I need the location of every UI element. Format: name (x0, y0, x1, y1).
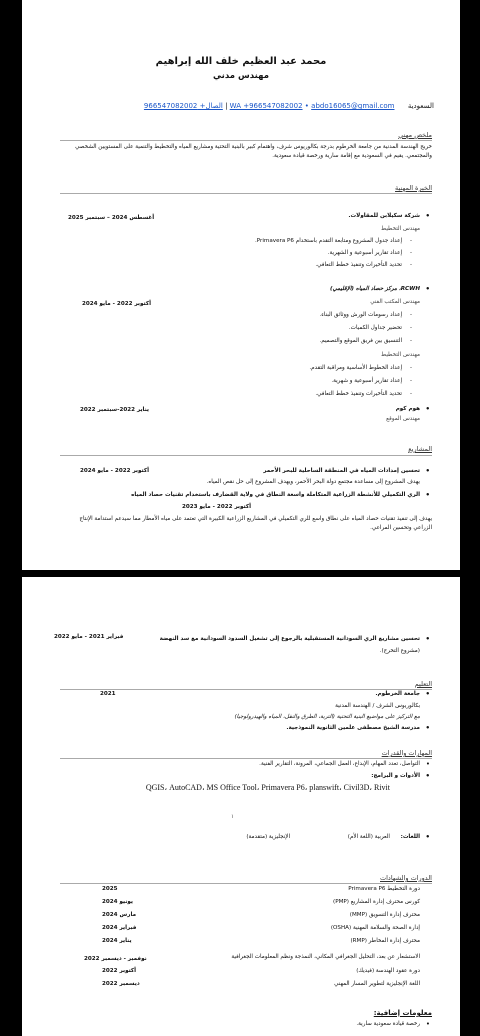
job-task: - تحضير جداول الكميات. (349, 325, 402, 331)
section-divider (60, 140, 432, 141)
job-date: أكتوبر 2022 - مايو 2024 (82, 301, 151, 307)
summary-heading: ملخص مهني (398, 131, 432, 139)
course-date: فبراير 2024 (102, 925, 137, 931)
languages-label: • اللغات: (401, 834, 420, 840)
education-heading: التعليم (414, 680, 432, 688)
project-desc: يهدف إلى تنفيذ تقنيات حصاد المياه على نطاق واسع للري التكميلي في المشاريع الزراعية الكبيرة التي تعتمد على مياه الأمطار مما سيدعم استدامة الإنتاج الزراعي وتحسين المراعي. (79, 516, 432, 531)
course-date: يناير 2024 (102, 938, 132, 944)
language-english: الإنجليزية (متقدمة) (246, 834, 290, 840)
course-name: إدارة الصحة والسلامة المهنية (OSHA) (330, 925, 420, 931)
course-name: محترف إدارة التسويق (MMP) (349, 912, 420, 918)
course-date: يونيو 2024 (102, 899, 134, 905)
extra-item: • رخصة قيادة سعودية سارية. (356, 1021, 420, 1027)
summary-text: خريج الهندسة المدنية من جامعة الخرطوم بدرجة بكالوريوس شرف، واهتمام كبير بالبنية التحتية ومشاريع المياه والتخطيط والتنمية على المستويين الشخصي والمجتمعي. يقيم في السعودية مع إقامة سارية ورخصة قيادة سعودية. (75, 144, 432, 159)
project-title: • تحسين إمدادات المياه في المنطقة الساحلية للبحر الأحمر (263, 468, 420, 474)
job-role: مهندس التخطيط (381, 352, 420, 358)
courses-heading: الدورات والشهادات (380, 874, 432, 882)
education-school: • مدرسة الشيخ مصطفى علمين الثانوية النموذجية. (286, 725, 420, 731)
section-divider (60, 193, 432, 194)
course-name: كورس محترف إدارة المشاريع (PMP) (333, 899, 420, 905)
projects-heading: المشاريع (408, 445, 432, 453)
education-university: • جامعة الخرطوم. (375, 691, 420, 697)
section-divider (60, 455, 432, 456)
course-date: أكتوبر 2022 (102, 968, 137, 974)
skills-soft: • التواصل، تعدد المهام، الإبداع، العمل الجماعي، المرونة، التقارير الفنية. (259, 761, 420, 767)
education-year: 2021 (100, 691, 116, 697)
language-arabic: العربية (اللغة الأم) (347, 834, 390, 840)
job-company: • RCWH، مركز حصاد المياه (الإقليمي) (330, 286, 420, 292)
email-link[interactable]: abdo16065@gmail.com (311, 102, 395, 110)
cursor-mark: ۱ (230, 814, 234, 820)
section-divider (60, 689, 432, 690)
tools-label: • الأدوات و البرامج: (371, 773, 420, 779)
project-note: (مشروع التخرج). (379, 648, 420, 654)
course-date: ديسمبر 2022 (102, 981, 140, 987)
project-title: • الري التكميلي للأنشطة الزراعية المتكاملة واسعة النطاق في ولاية القضارف باستخدام تقنيات حصاد المياه (131, 492, 420, 498)
skills-heading: المهارات والقدرات (381, 749, 432, 757)
job-task: - تحديد التأخيرات وتنفيذ خطط التعافي. (315, 391, 402, 397)
whatsapp-link[interactable]: WA +966547082002 (229, 102, 303, 110)
job-date: يناير 2022-سبتمبر 2022 (80, 407, 150, 413)
project-date: فبراير 2021 - مايو 2022 (54, 634, 124, 640)
job-role: مهندس التخطيط (381, 226, 420, 232)
job-task: - إعداد جدول المشروع ومتابعة التقدم باستخدام Primavera P6. (255, 238, 402, 244)
project-desc: يهدف المشروع إلى مساعدة مجتمع دولة البحر الأحمر، ويهدف المشروع إلى حل نقص المياه. (206, 479, 420, 485)
course-date: 2025 (102, 886, 118, 892)
contact-line: السعودية WA +966547082002 • abdo16065@gmail.com | الصال+ 966547082002 (143, 102, 434, 110)
resume-page-1 (22, 0, 460, 570)
job-role: مهندس الموقع (386, 416, 420, 422)
section-divider (60, 883, 432, 884)
job-role: مهندس المكتب الفني (370, 299, 420, 305)
course-name: اللغة الإنجليزية لتطوير المسار المهني (334, 981, 420, 987)
job-task: - التنسيق بين فريق الموقع والتصميم. (319, 338, 402, 344)
course-date: مارس 2024 (102, 912, 137, 918)
education-focus: مع التركيز على مواضيع البنية التحتية (التربة، الطرق والنقل، المياه والهيدرولوجيا) (234, 714, 420, 720)
project-date: أكتوبر 2022 - مايو 2023 (182, 504, 251, 510)
job-task: - إعداد الخطوط الأساسية ومراقبة التقدم. (309, 365, 402, 371)
job-date: أغسطس 2024 – سبتمبر 2025 (68, 215, 155, 221)
education-degree: بكالوريوس الشرف / الهندسة المدنية (335, 703, 420, 709)
candidate-name: محمد عبد العظيم خلف الله إبراهيم (155, 56, 327, 67)
whatsapp-icon: • (304, 102, 309, 110)
job-task: - إعداد تقارير أسبوعية و الشهرية. (328, 250, 402, 256)
extra-heading: معلومات إضافية: (373, 1009, 432, 1017)
job-task: - إعداد تقارير أسبوعية و شهرية. (331, 378, 402, 384)
job-task: - إعداد رسومات الورش ووثائق البناء. (319, 312, 402, 318)
country-text: السعودية (407, 102, 434, 110)
resume-page-2 (22, 577, 460, 1036)
section-divider (60, 758, 432, 759)
course-name: محترف إدارة المخاطر (RMP) (350, 938, 420, 944)
course-name: دورة عقود الهندسة (فيديك) (356, 968, 420, 974)
tools-list: QGIS، AutoCAD، MS Office Tool، Primavera P6، planswift، Civil3D، Rivit (145, 783, 390, 792)
job-company: • هوم كوم (396, 406, 420, 412)
course-date: نوفمبر - ديسمبر 2022 (84, 956, 147, 962)
phone-link[interactable]: الصال+ 966547082002 (143, 102, 223, 110)
course-name: الاستشعار عن بعد، التحليل الجغرافي المكاني، النمذجة ونظم المعلومات الجغرافية (231, 954, 420, 960)
experience-heading: الخبرة المهنية (395, 184, 432, 192)
candidate-title: مهندس مدني (213, 71, 269, 81)
course-name: دورة التخطيط Primavera P6 (348, 886, 420, 892)
job-company: • شركة سكيلابن للمقاولات. (348, 213, 420, 219)
project-title: • تحسين مشاريع الري السودانية المستقبلية بالرجوع إلى تشغيل السدود السودانية مع سد النهضة (160, 636, 420, 642)
job-task: - تحديد التأخيرات وتنفيذ خطط التعافي. (315, 262, 402, 268)
project-date: أكتوبر 2022 - مايو 2024 (80, 468, 149, 474)
